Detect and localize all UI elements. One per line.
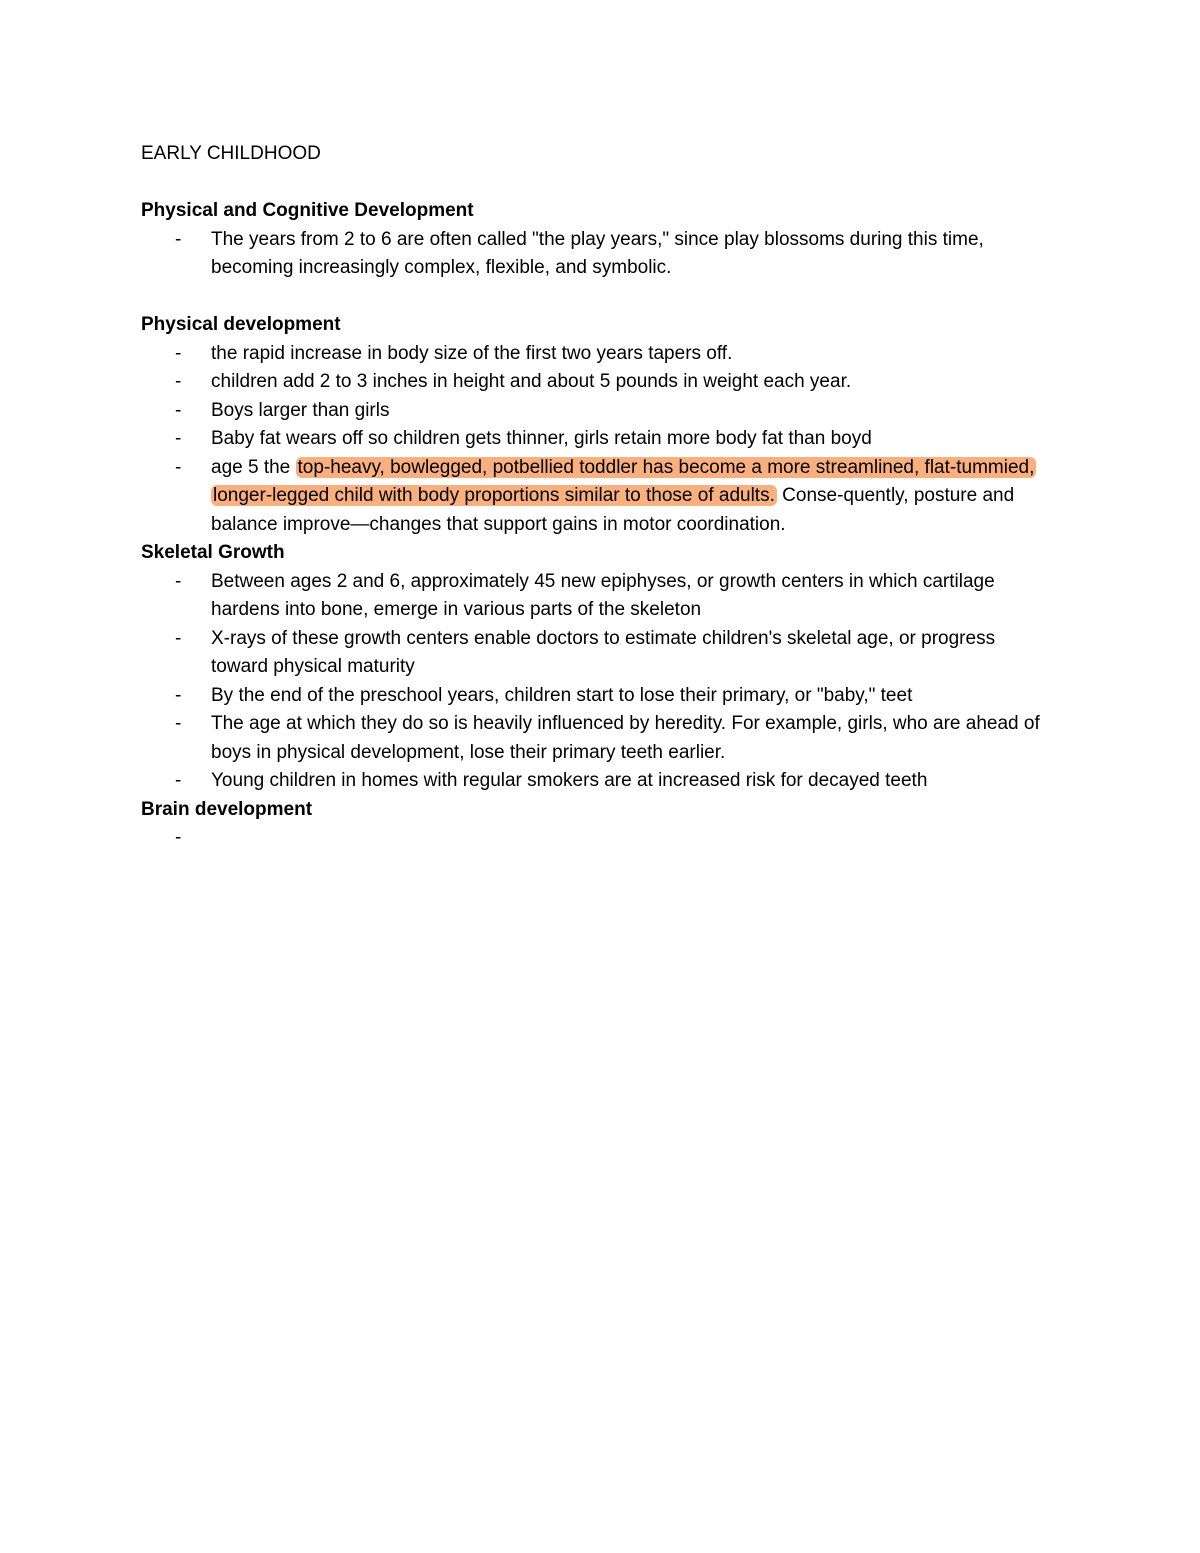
list-item-text: Boys larger than girls [211,399,390,421]
section-heading-physical-development: Physical development [141,314,341,335]
list-item [141,340,1041,369]
bullet-list-brain-development [141,824,1041,853]
list-item-text: Between ages 2 and 6, approximately 45 new epiphyses, or growth centers in which cartilage hardens into bone, emerge in various parts of the skeleton [211,570,995,620]
section-heading-skeletal-growth: Skeletal Growth [141,542,285,563]
list-item-text: X-rays of these growth centers enable doctors to estimate children's skeletal age, or progress toward physical maturity [211,627,996,677]
list-item-text: By the end of the preschool years, children start to lose their primary, or "baby," teet [211,684,913,706]
section-heading-brain-development: Brain development [141,798,313,820]
list-item [141,824,1041,853]
list-item-text: The years from 2 to 6 are often called "the play years," since play blossoms during this time, becoming increasingly complex, flexible, and symbolic. [211,228,984,278]
bullet-dash: - [175,428,182,449]
list-item-text: children add 2 to 3 inches in height and about 5 pounds in weight each year. [211,371,852,392]
bullet-dash: - [175,342,182,364]
list-item-text: the rapid increase in body size of the first two years tapers off. [211,342,733,364]
bullet-dash: - [175,827,182,848]
bullet-dash: - [175,684,182,706]
bullet-dash: - [175,399,182,421]
list-item-text: Young children in homes with regular smokers are at increased risk for decayed teeth [211,770,928,791]
bullet-dash: - [175,713,182,734]
bullet-list-skeletal-growth [141,568,1041,796]
list-item [141,397,1041,426]
bullet-list-physical-development [141,340,1041,540]
bullet-list-physical-cognitive [141,226,1041,283]
list-item [141,568,1041,625]
list-item-text-before: age 5 the [211,456,296,478]
list-item [141,767,1041,796]
list-item [141,425,1041,454]
document-title: EARLY CHILDHOOD [141,143,321,164]
list-item-text: The age at which they do so is heavily influenced by heredity. For example, girls, who are ahead of boys in physical development, lose their primary teeth earlier. [211,713,1040,763]
bullet-dash: - [175,371,182,392]
list-item-text: Baby fat wears off so children gets thinner, girls retain more body fat than boyd [211,428,872,449]
bullet-dash: - [175,570,182,592]
document-body [141,140,1041,853]
bullet-dash: - [175,228,182,250]
list-item [141,226,1041,283]
highlighted-text: top-heavy, bowlegged, potbellied toddler has become a more streamlined, flat-tummied, longer-legged child with body proportions similar to those of adults. [213,456,1035,506]
blank-line [141,169,1041,198]
blank-line [141,283,1041,312]
list-item [141,368,1041,397]
bullet-dash: - [175,770,182,791]
list-item-text [211,457,1036,535]
list-item [141,625,1041,682]
list-item-text-after: Conse-quently, posture and balance improve—changes that support gains in motor coordination. [211,485,1015,535]
list-item [141,710,1041,767]
bullet-dash: - [175,456,182,478]
bullet-dash: - [175,627,182,649]
list-item [141,682,1041,711]
section-heading-physical-cognitive: Physical and Cognitive Development [141,200,474,221]
list-item [141,454,1041,540]
